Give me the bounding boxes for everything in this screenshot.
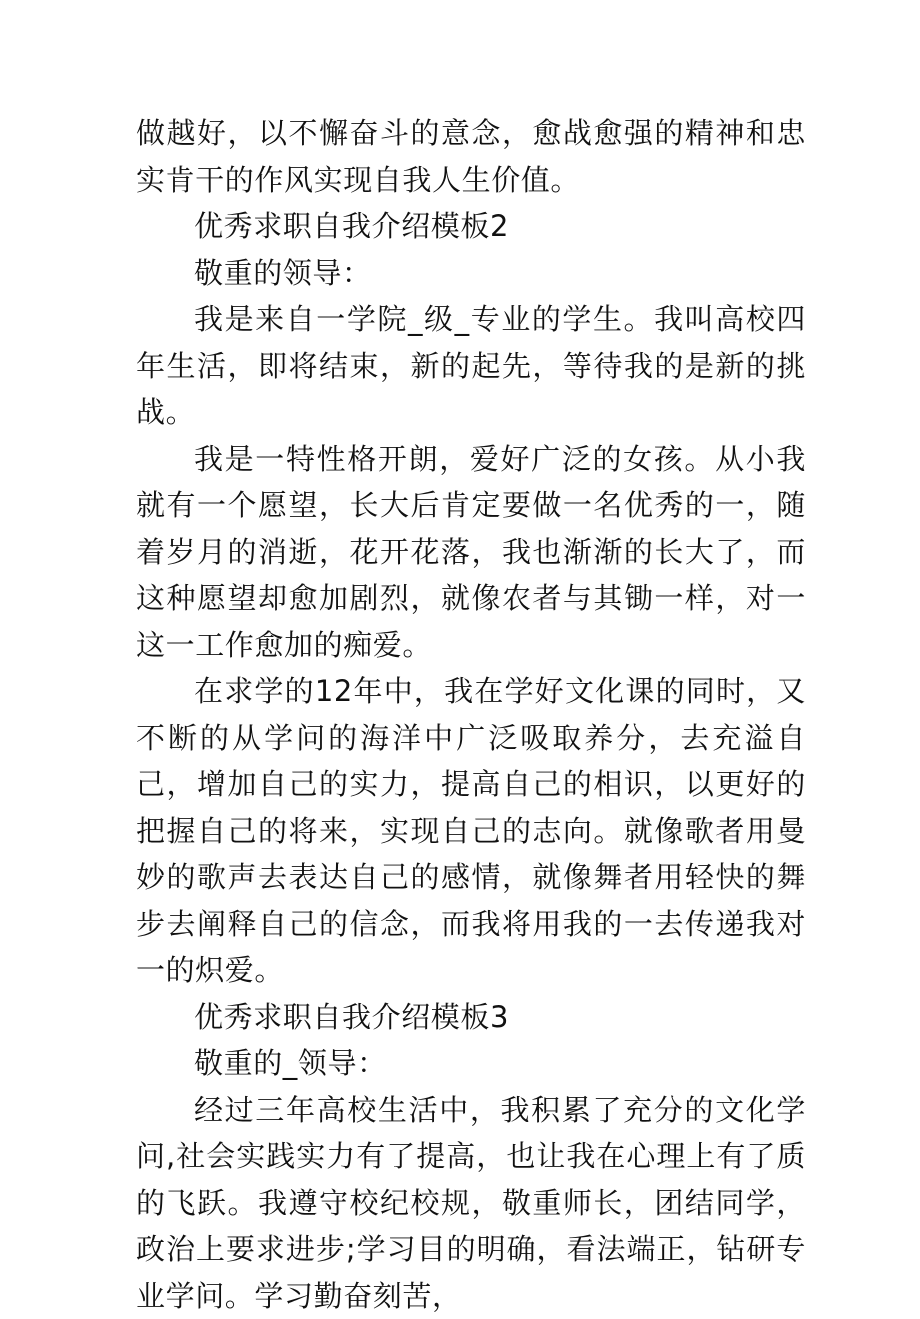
salutation: 敬重的领导：: [136, 250, 806, 297]
paragraph-continuation: 做越好，以不懈奋斗的意念，愈战愈强的精神和忠实肯干的作风实现自我人生价值。: [136, 110, 806, 203]
paragraph: 在求学的12年中，我在学好文化课的同时，又不断的从学问的海洋中广泛吸取养分，去充溢自己，增加自己的实力，提高自己的相识，以更好的把握自己的将来，实现自己的志向。就像歌者用曼妙的歌声去表达自己的感情，就像舞者用轻快的舞步去阐释自己的信念，而我将用我的一去传递我对一的炽爱。: [136, 668, 806, 994]
paragraph: 我是一特性格开朗，爱好广泛的女孩。从小我就有一个愿望，长大后肯定要做一名优秀的一，随着岁月的消逝，花开花落，我也渐渐的长大了，而这种愿望却愈加剧烈，就像农者与其锄一样，对一这一工作愈加的痴爱。: [136, 436, 806, 669]
section-heading-template-2: 优秀求职自我介绍模板2: [136, 203, 806, 250]
section-heading-template-3: 优秀求职自我介绍模板3: [136, 994, 806, 1041]
paragraph: 经过三年高校生活中，我积累了充分的文化学问,社会实践实力有了提高，也让我在心理上有了质的飞跃。我遵守校纪校规，敬重师长，团结同学，政治上要求进步;学习目的明确，看法端正，钻研专业学问。学习勤奋刻苦，: [136, 1087, 806, 1319]
paragraph: 我是来自一学院_级_专业的学生。我叫高校四年生活，即将结束，新的起先，等待我的是新的挑战。: [136, 296, 806, 436]
salutation: 敬重的_领导：: [136, 1040, 806, 1087]
document-body: [136, 110, 806, 1319]
